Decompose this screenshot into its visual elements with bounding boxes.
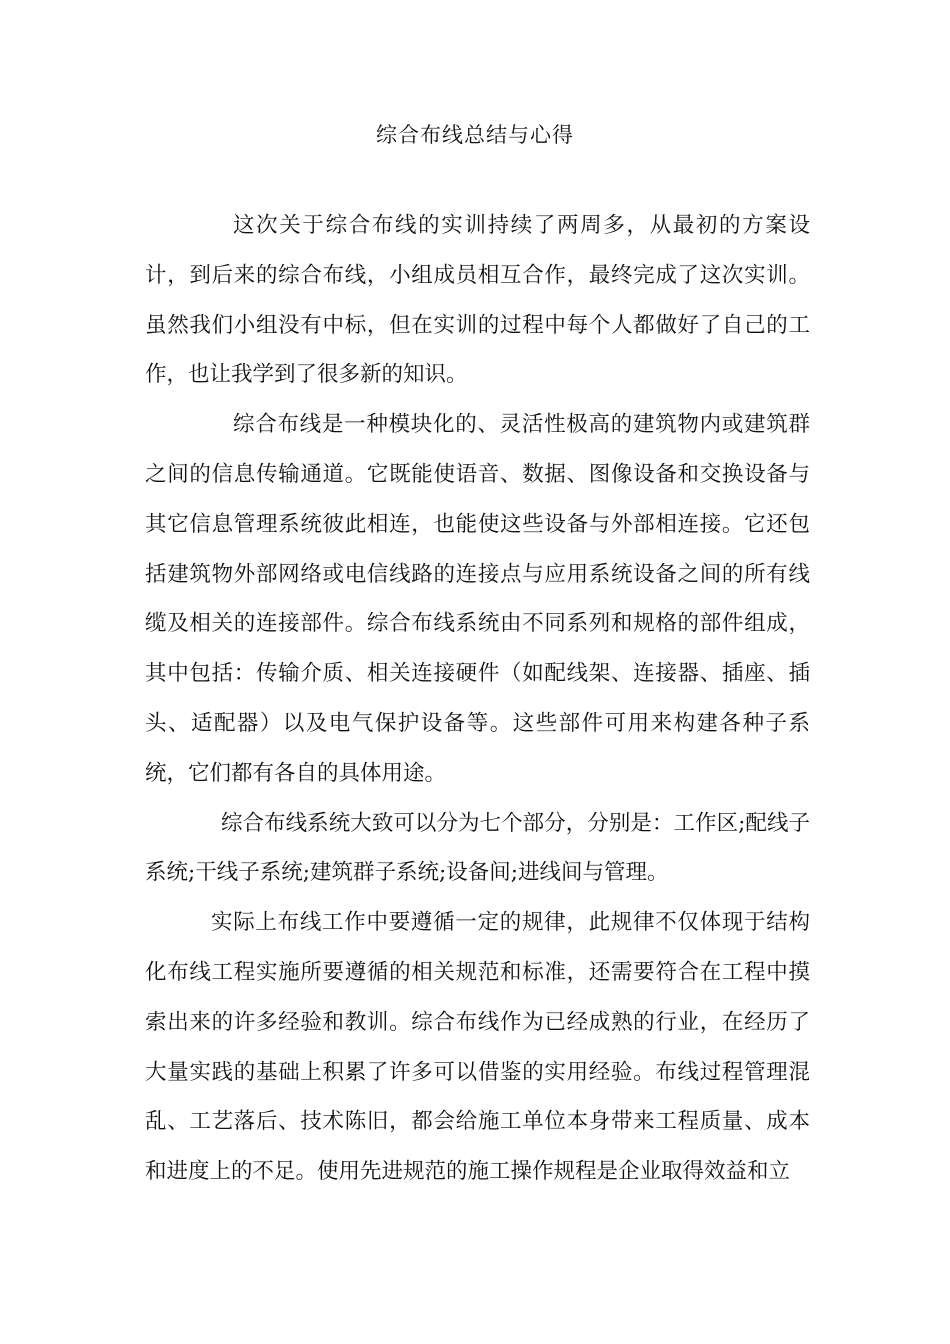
paragraph-training-overview: 这次关于综合布线的实训持续了两周多，从最初的方案设计，到后来的综合布线，小组成员相互合作，最终完成了这次实训。虽然我们小组没有中标，但在实训的过程中每个人都做好了自己的工作，也让我学到了很多新的知识。 — [145, 213, 810, 388]
document-body — [145, 201, 810, 1197]
paragraph-practice-rules: 实际上布线工作中要遵循一定的规律，此规律不仅体现于结构化布线工程实施所要遵循的相关规范和标准，还需要符合在工程中摸索出来的许多经验和教训。综合布线作为已经成熟的行业，在经历了大量实践的基础上积累了许多可以借鉴的实用经验。布线过程管理混乱、工艺落后、技术陈旧，都会给施工单位本身带来工程质量、成本和进度上的不足。使用先进规范的施工操作规程是企业取得效益和立 — [145, 910, 810, 1185]
page-title: 综合布线总结与心得 — [376, 123, 574, 147]
paragraph-seven-subsystems: 综合布线系统大致可以分为七个部分，分别是：工作区;配线子系统;干线子系统;建筑群子系统;设备间;进线间与管理。 — [145, 810, 810, 886]
paragraph-cabling-definition: 综合布线是一种模块化的、灵活性极高的建筑物内或建筑群之间的信息传输通道。它既能使语音、数据、图像设备和交换设备与其它信息管理系统彼此相连，也能使这些设备与外部相连接。它还包括建筑物外部网络或电信线路的连接点与应用系统设备之间的所有线缆及相关的连接部件。综合布线系统由不同系列和规格的部件组成，其中包括：传输介质、相关连接硬件（如配线架、连接器、插座、插头、适配器）以及电气保护设备等。这些部件可用来构建各种子系统，它们都有各自的具体用途。 — [145, 412, 810, 786]
